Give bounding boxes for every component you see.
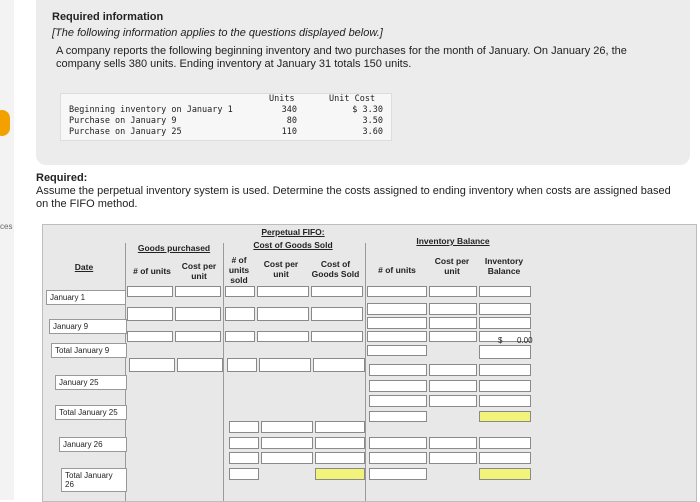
- date-total-jan-9: Total January 9: [51, 343, 127, 358]
- jan9-inv-cost-a[interactable]: [429, 303, 477, 315]
- inventory-units-header: # of units: [378, 265, 416, 275]
- column-divider: [365, 243, 366, 501]
- left-sidebar-strip: [0, 0, 14, 500]
- jan26-inv-units-a[interactable]: [369, 437, 427, 449]
- row-cost: 3.50: [362, 116, 383, 126]
- jan26-cogs-cost-c[interactable]: [261, 452, 313, 464]
- total-jan9-units[interactable]: [367, 345, 427, 356]
- date-jan-9: January 9: [49, 319, 127, 334]
- inventory-row: [69, 105, 389, 116]
- jan9-cost-input-b[interactable]: [175, 331, 221, 342]
- jan25-cost-input[interactable]: [177, 358, 223, 372]
- cogs-title: Cost of Goods Sold: [253, 240, 333, 250]
- jan9-inv-balance-b[interactable]: [479, 317, 531, 329]
- jan26-inv-units-b[interactable]: [369, 452, 427, 464]
- required-info-title: Required information: [52, 11, 164, 23]
- total-jan25-units[interactable]: [369, 411, 427, 422]
- total-jan26-cogs[interactable]: [315, 468, 365, 480]
- row-cost: $ 3.30: [352, 105, 383, 115]
- jan25-inv-units-b[interactable]: [369, 380, 427, 392]
- question-marker-icon[interactable]: [0, 110, 10, 136]
- jan1-inv-units-input[interactable]: [367, 286, 427, 297]
- jan1-inv-cost-input[interactable]: [429, 286, 477, 297]
- jan26-sold-a[interactable]: [229, 421, 259, 433]
- total-jan26-inv-balance[interactable]: [479, 468, 531, 480]
- row-units: 340: [281, 105, 297, 115]
- inventory-balance-title: Inventory Balance: [416, 236, 490, 246]
- jan25-inv-units-a[interactable]: [369, 364, 427, 376]
- jan25-inv-cost-a[interactable]: [429, 364, 477, 376]
- row-units: 110: [281, 127, 297, 137]
- jan25-cogs-cost-input[interactable]: [259, 358, 311, 372]
- inventory-balance-header: Inventory Balance: [484, 256, 524, 276]
- jan9-sold-input[interactable]: [225, 307, 255, 321]
- perpetual-fifo-title: Perpetual FIFO:: [261, 227, 325, 237]
- jan9-units-input[interactable]: [127, 307, 173, 321]
- jan9-cost-input[interactable]: [175, 307, 221, 321]
- jan9-sold-input-b[interactable]: [225, 331, 255, 342]
- jan25-inv-cost-b[interactable]: [429, 380, 477, 392]
- jan9-inv-units-b[interactable]: [367, 317, 427, 329]
- jan1-cogs-cost-input[interactable]: [257, 286, 309, 297]
- date-jan-1: January 1: [46, 290, 126, 305]
- jan1-inv-balance-input[interactable]: [479, 286, 531, 297]
- jan25-inv-balance-c[interactable]: [479, 395, 531, 407]
- required-label: Required:: [36, 172, 88, 184]
- date-header: Date: [74, 262, 94, 272]
- units-sold-header: # of units sold: [228, 255, 250, 285]
- goods-cost-header: Cost per unit: [181, 261, 217, 281]
- jan25-units-input[interactable]: [129, 358, 175, 372]
- fifo-table: [42, 224, 697, 502]
- date-total-jan-26: Total January 26: [61, 468, 127, 492]
- jan9-units-input-b[interactable]: [127, 331, 173, 342]
- jan25-cogs-input[interactable]: [313, 358, 365, 372]
- jan9-inv-cost-b[interactable]: [429, 317, 477, 329]
- goods-units-header: # of units: [133, 266, 171, 276]
- jan9-cogs-input[interactable]: [311, 307, 363, 321]
- inventory-row: [69, 127, 389, 138]
- jan26-cogs-cost-b[interactable]: [261, 437, 313, 449]
- jan1-sold-input[interactable]: [225, 286, 255, 297]
- required-text: Assume the perpetual inventory system is used. Determine the costs assigned to ending inventory when costs are assigned based on the FIFO method.: [36, 185, 671, 210]
- jan1-cogs-input[interactable]: [311, 286, 363, 297]
- cogs-value-header: Cost of Goods Sold: [311, 259, 360, 279]
- jan25-inv-units-c[interactable]: [369, 395, 427, 407]
- column-divider: [223, 243, 224, 501]
- total-jan25-balance[interactable]: [479, 411, 531, 422]
- inventory-cost-header: Cost per unit: [434, 256, 470, 276]
- jan26-sold-c[interactable]: [229, 452, 259, 464]
- units-header: Units: [269, 94, 295, 104]
- row-label: Purchase on January 25: [69, 127, 182, 137]
- unit-cost-header: Unit Cost: [329, 94, 376, 104]
- jan25-inv-cost-c[interactable]: [429, 395, 477, 407]
- date-jan-26: January 26: [59, 437, 127, 452]
- inventory-row: [69, 116, 389, 127]
- row-units: 80: [286, 116, 297, 126]
- jan9-cogs-cost-input-b[interactable]: [257, 331, 309, 342]
- inventory-data-box: [60, 93, 392, 141]
- date-total-jan-25: Total January 25: [55, 405, 127, 420]
- jan26-inv-cost-a[interactable]: [429, 437, 477, 449]
- side-label: ces: [0, 222, 13, 231]
- jan26-cogs-a[interactable]: [315, 421, 365, 433]
- jan26-inv-cost-b[interactable]: [429, 452, 477, 464]
- row-cost: 3.60: [362, 127, 383, 137]
- cogs-cost-header: Cost per unit: [263, 259, 299, 279]
- jan25-inv-balance-b[interactable]: [479, 380, 531, 392]
- jan26-cogs-b[interactable]: [315, 437, 365, 449]
- total-jan9-balance: [479, 345, 531, 359]
- date-jan-25: January 25: [55, 375, 127, 390]
- jan1-units-input[interactable]: [127, 286, 173, 297]
- info-note: [The following information applies to the questions displayed below.]: [52, 27, 383, 39]
- jan26-cogs-c[interactable]: [315, 452, 365, 464]
- row-label: Beginning inventory on January 1: [69, 105, 233, 115]
- required-block: [36, 172, 676, 211]
- jan25-inv-balance-a[interactable]: [479, 364, 531, 376]
- jan26-sold-b[interactable]: [229, 437, 259, 449]
- jan26-inv-balance-b[interactable]: [479, 452, 531, 464]
- total-jan26-sold[interactable]: [229, 468, 259, 480]
- jan9-cogs-input-b[interactable]: [311, 331, 363, 342]
- total-jan26-inv-units[interactable]: [369, 468, 427, 480]
- column-divider: [125, 243, 126, 501]
- dollar-sign: $: [498, 336, 503, 345]
- jan26-cogs-cost-a[interactable]: [261, 421, 313, 433]
- row-label: Purchase on January 9: [69, 116, 177, 126]
- jan9-inv-units-a[interactable]: [367, 303, 427, 315]
- jan9-inv-cost-c[interactable]: [429, 331, 477, 342]
- jan26-inv-balance-a[interactable]: [479, 437, 531, 449]
- goods-purchased-title: Goods purchased: [137, 243, 211, 253]
- jan9-inv-balance-a[interactable]: [479, 303, 531, 315]
- jan9-cogs-cost-input[interactable]: [257, 307, 309, 321]
- total-jan9-balance-value: 0.00: [517, 336, 533, 345]
- jan1-cost-input[interactable]: [175, 286, 221, 297]
- jan9-inv-units-c[interactable]: [367, 331, 427, 342]
- problem-description: A company reports the following beginning inventory and two purchases for the month of January. On January 26, the company sells 380 units. Ending inventory at January 31 totals 150 units.: [56, 45, 627, 70]
- jan25-sold-input[interactable]: [227, 358, 257, 372]
